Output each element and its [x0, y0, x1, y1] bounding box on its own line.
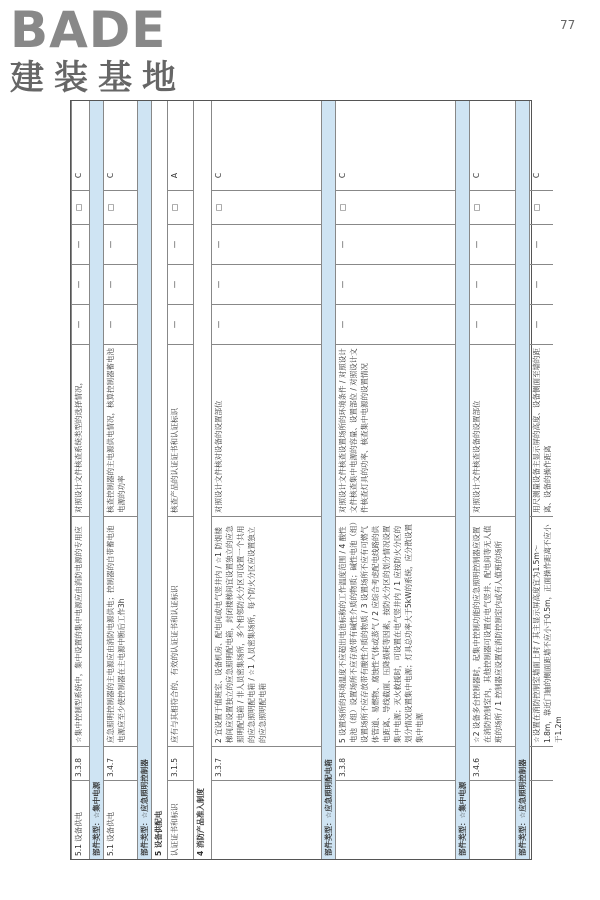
table-cell-item: ☆设置在消防控制室墙面上时 / 其主显示屏高度宜为1.5m～1.8m，靠近门轴的侧面距墙不应小于0.5m，正面操作距离不应小于1.2m	[530, 517, 553, 747]
table-cell-r2: —	[104, 265, 137, 305]
table-cell-method: 用尺测量设备主显示屏的高度、设备侧面至墙的距离、设备的操作距离	[530, 345, 553, 517]
table-cell-grade: A	[168, 161, 193, 191]
table-row	[71, 101, 89, 859]
table-cell-method: 对照设计文件核查设置场所的环境条件 / 对照设计文件核查集中电源的容量、设置部位 / 对照设计文件核查灯具的功率、核查集中电源的设置情况	[336, 345, 455, 517]
table-row	[167, 101, 193, 859]
table-cell-method: 核查控制器的主电源供电情况，核算控制器蓄电池电源的功率	[104, 345, 137, 517]
table-cell-grade: C	[212, 161, 321, 191]
table-cell-r1: —	[104, 305, 137, 345]
table-cell-item: 应急照明控制器的主电源应由消防电源供电；控制器的自带蓄电池电源应至少使控制器在主电源中断后工作3h	[104, 517, 137, 747]
table-cell-r1: —	[212, 305, 321, 345]
table-cell-no: 3.3.8	[72, 747, 89, 781]
table-row	[193, 101, 211, 859]
page-number: 77	[560, 18, 576, 32]
table-cell-r3: —	[212, 225, 321, 265]
table-cell-r2: —	[168, 265, 193, 305]
table-row	[103, 101, 137, 859]
inspection-table	[70, 100, 563, 860]
table-cell-mark: □	[530, 191, 553, 225]
table-cell-no: 3.4.6	[470, 747, 515, 781]
table-cell-method: 对照设计文件核查系统类型的选择情况，	[72, 345, 89, 517]
table-cell-item: 2 宜设置于值班室、设备机房、配电间或电气竖井内 / ☆1 防烟楼梯间应设置独立的应急照明配电箱，封闭楼梯间宜设置独立的应急照明配电箱 / 非人员密集场所，多个相邻防火分区可设置一个共用的应急照明配电箱 / ☆1 人员密集场所，每个防火分区应设置独立的应急照明配电箱	[212, 517, 321, 747]
table-cell-method: 对照设计文件核对设备的设置部位	[212, 345, 321, 517]
table-cell-r2: —	[530, 265, 553, 305]
table-cell-r2: —	[212, 265, 321, 305]
table-cell-grade: C	[530, 161, 553, 191]
table-row	[151, 101, 167, 859]
table-cell-mark: □	[72, 191, 89, 225]
logo-latin-text: BADE	[10, 1, 167, 59]
table-cell-clause: 部件类型：☆集中电源	[92, 781, 101, 856]
table-cell-clause: 部件类型：☆应急照明控制器	[518, 759, 527, 856]
table-row	[321, 101, 335, 859]
table-cell-mark: □	[212, 191, 321, 225]
table-cell-mark: □	[336, 191, 455, 225]
table-cell-r1: —	[168, 305, 193, 345]
table-cell-clause: 部件类型：☆集中电源	[458, 781, 467, 856]
table-row	[455, 101, 469, 859]
table-cell-grade: C	[336, 161, 455, 191]
table-cell-item: 应有与其相符合的、有效的认证证书和认证标识	[168, 517, 193, 747]
table-cell-clause	[336, 781, 455, 859]
table-cell-r1: —	[470, 305, 515, 345]
table-row	[335, 101, 455, 859]
bade-logo	[4, 0, 204, 100]
table-cell-r1: —	[336, 305, 455, 345]
table-row	[469, 101, 515, 859]
table-cell-grade: C	[104, 161, 137, 191]
table-cell-r3: —	[168, 225, 193, 265]
table-grid	[70, 100, 563, 860]
table-cell-r2: —	[470, 265, 515, 305]
table-cell-r3: —	[470, 225, 515, 265]
table-row	[211, 101, 321, 859]
table-cell-method: 核查产品的认证证书和认证标识	[168, 345, 193, 517]
table-cell-mark: □	[104, 191, 137, 225]
table-cell-r3: —	[530, 225, 553, 265]
table-cell-r2: —	[72, 265, 89, 305]
table-row	[89, 101, 103, 859]
table-cell-r1: —	[72, 305, 89, 345]
table-cell-no: 3.4.7	[104, 747, 137, 781]
table-cell-no: 3.3.7	[212, 747, 321, 781]
table-cell-grade: C	[470, 161, 515, 191]
table-row	[515, 101, 529, 859]
table-cell-r3: —	[104, 225, 137, 265]
table-cell-grade: C	[72, 161, 89, 191]
table-cell-clause	[470, 781, 515, 859]
table-cell-r2: —	[336, 265, 455, 305]
table-cell-clause: 部件类型：☆应急照明配电箱	[324, 759, 333, 856]
table-cell-mark: □	[168, 191, 193, 225]
table-cell-clause: 5.1 设备供电	[106, 811, 115, 856]
table-cell-clause: 5 设备供配电	[154, 810, 163, 856]
table-cell-clause: 5.1 设备供电	[74, 811, 83, 856]
table-cell-clause: 4 消防产品准入制度	[196, 788, 205, 856]
table-cell-item: ☆2 设备多台控制器时，起集中控制功能的应急照明控制器应设置在消防控制室内，其他控制器可设置在电气竖井、配电间等无人值班的场所 / 1 控制器应设置在消防控制室内或有人值班的场所	[470, 517, 515, 747]
table-cell-r1: —	[530, 305, 553, 345]
table-cell-r3: —	[72, 225, 89, 265]
logo-chinese-text: 建装基地	[10, 58, 186, 98]
table-cell-clause	[212, 781, 321, 859]
table-cell-no: 3.3.8	[336, 747, 455, 781]
table-cell-no: 3.1.5	[168, 747, 193, 781]
table-cell-clause: 认证证书和标识	[170, 803, 179, 856]
table-cell-clause: 部件类型：☆应急照明控制器	[140, 759, 149, 856]
table-cell-r3: —	[336, 225, 455, 265]
table-cell-no	[530, 747, 553, 781]
table-cell-method: 对照设计文件核查设备的设置部位	[470, 345, 515, 517]
table-cell-item: ☆集中控制型系统中，集中设置的集中电源应由消防电源的专用应	[72, 517, 89, 747]
table-cell-clause	[530, 781, 553, 859]
table-row	[529, 101, 563, 859]
table-cell-mark: □	[470, 191, 515, 225]
table-cell-item: 5 设置场所的环境温度不应超出电池标称的工作温度范围 / 4 酸性电池（组）设置场所不应存放带有碱性介质的物质；碱性电池（组）设置场所不应存放带有酸性介质的物质 / 3 设置场所不应有可燃气体管道、易燃物、腐蚀性气体或蒸气 / 2 应综合考虑配电线路的供电距离、导线截面、压降损耗等因素，按防火分区的划分情况设置集中电源；灭火救援时，可设置在电气竖井内 / 1 应按防火分区的划分情况设置集中电源；灯具总功率大于5kW的系统，应分散设置集中电源	[336, 517, 455, 747]
table-row	[137, 101, 151, 859]
